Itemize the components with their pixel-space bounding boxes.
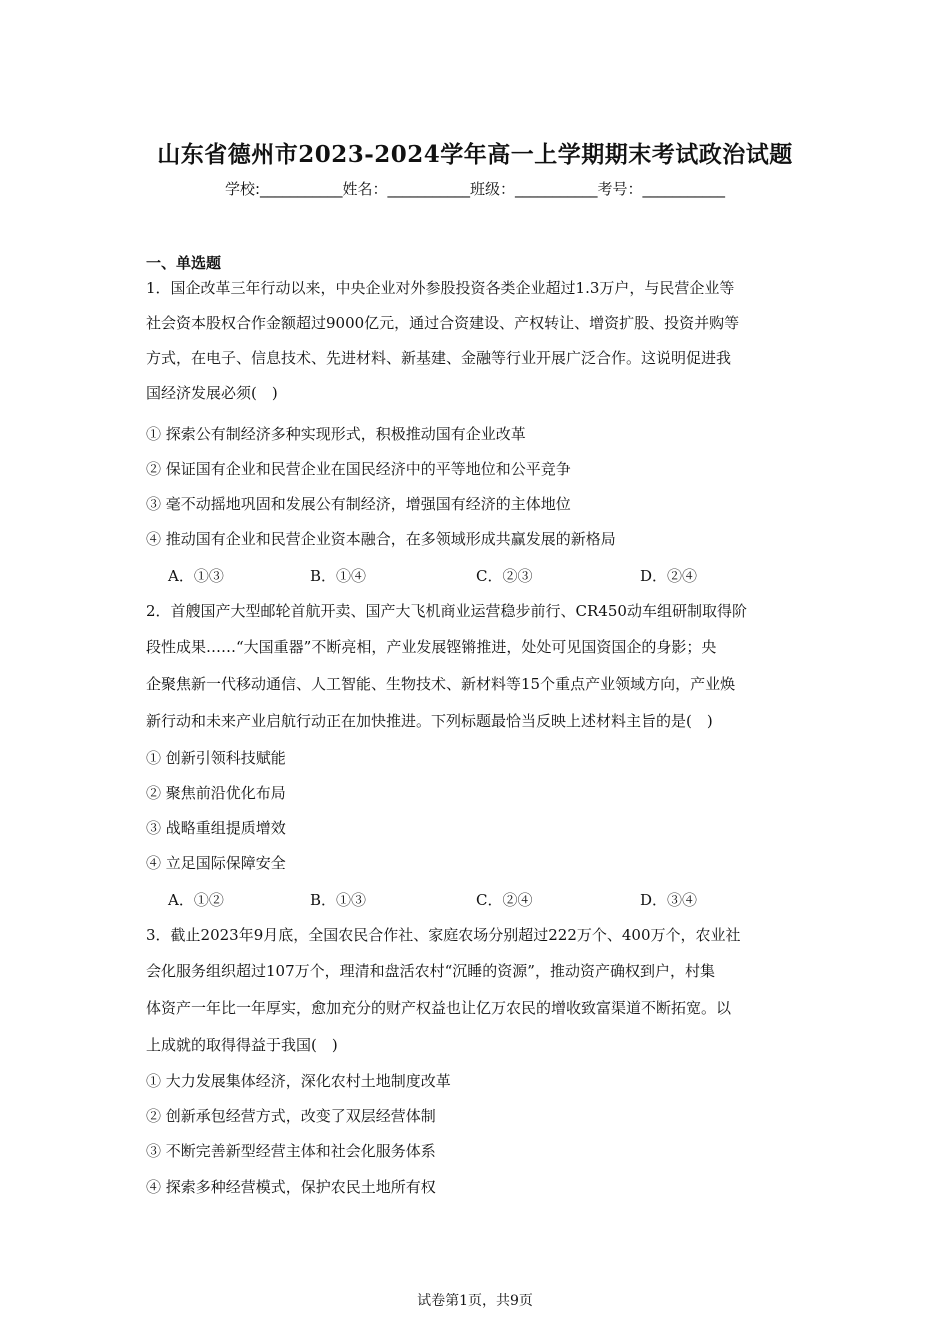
q3-option: ③ 不断完善新型经营主体和社会化服务体系 [146,1142,436,1160]
q1-choices [168,565,868,585]
q1-stem-line: 1．国企改革三年行动以来，中央企业对外参股投资各类企业超过1.3万户，与民营企业等 [146,279,735,297]
q3-stem-line: 体资产一年比一年厚实，愈加充分的财产权益也让亿万农民的增收致富渠道不断拓宽。以 [146,999,732,1017]
choice-b[interactable]: B．①③ [310,891,367,909]
q3-option: ① 大力发展集体经济，深化农村土地制度改革 [146,1072,451,1090]
q2-option: ① 创新引领科技赋能 [146,749,286,767]
choice-d[interactable]: D．③④ [640,891,698,909]
q2-option: ④ 立足国际保障安全 [146,854,286,872]
q2-stem-line: 2．首艘国产大型邮轮首航开卖、国产大飞机商业运营稳步前行、CR450动车组研制取得阶 [146,602,747,620]
q1-option: ③ 毫不动摇地巩固和发展公有制经济，增强国有经济的主体地位 [146,495,571,513]
choice-c[interactable]: C．②③ [476,567,533,585]
choice-c[interactable]: C．②④ [476,891,533,909]
q1-stem-line: 社会资本股权合作金额超过9000亿元，通过合资建设、产权转让、增资扩股、投资并购等 [146,314,740,332]
q1-stem-line: 方式，在电子、信息技术、先进材料、新基建、金融等行业开展广泛合作。这说明促进我 [146,349,732,367]
q2-stem-line: 段性成果……“大国重器”不断亮相，产业发展铿锵推进，处处可见国资国企的身影；央 [146,638,717,656]
q2-option: ② 聚焦前沿优化布局 [146,784,286,802]
q1-option: ④ 推动国有企业和民营企业资本融合，在多领域形成共赢发展的新格局 [146,530,616,548]
choice-a[interactable]: A．①③ [168,567,224,585]
q3-stem-line: 3．截止2023年9月底，全国农民合作社、家庭农场分别超过222万个、400万个，农业社 [146,926,741,944]
q3-option: ② 创新承包经营方式，改变了双层经营体制 [146,1107,436,1125]
section-heading: 一、单选题 [146,254,222,272]
class-field: 班级：___________ [470,180,598,198]
q1-stem-line: 国经济发展必须( ) [146,384,278,402]
student-info-line [0,178,950,199]
page-title: 山东省德州市2023-2024学年高一上学期期末考试政治试题 [157,141,793,168]
choice-a[interactable]: A．①② [168,891,224,909]
q3-stem-line: 上成就的取得得益于我国( ) [146,1036,338,1054]
exam-number-field: 考号：___________ [597,180,726,198]
q3-stem-line: 会化服务组织超过107万个，理清和盘活农村“沉睡的资源”，推动资产确权到户，村集 [146,962,715,980]
q2-stem-line: 新行动和未来产业启航行动正在加快推进。下列标题最恰当反映上述材料主旨的是( ) [146,712,713,730]
q2-option: ③ 战略重组提质增效 [146,819,286,837]
choice-d[interactable]: D．②④ [640,567,698,585]
q1-option: ② 保证国有企业和民营企业在国民经济中的平等地位和公平竞争 [146,460,571,478]
name-field: 姓名：___________ [342,180,471,198]
page-footer: 试卷第1页，共9页 [417,1293,533,1309]
choice-b[interactable]: B．①④ [310,567,367,585]
q1-option: ① 探索公有制经济多种实现形式，积极推动国有企业改革 [146,425,526,443]
q3-option: ④ 探索多种经营模式，保护农民土地所有权 [146,1178,436,1196]
q2-stem-line: 企聚焦新一代移动通信、人工智能、生物技术、新材料等15个重点产业领域方向，产业焕 [146,675,736,693]
q2-choices [168,889,868,909]
school-field: 学校:___________ [224,180,343,198]
